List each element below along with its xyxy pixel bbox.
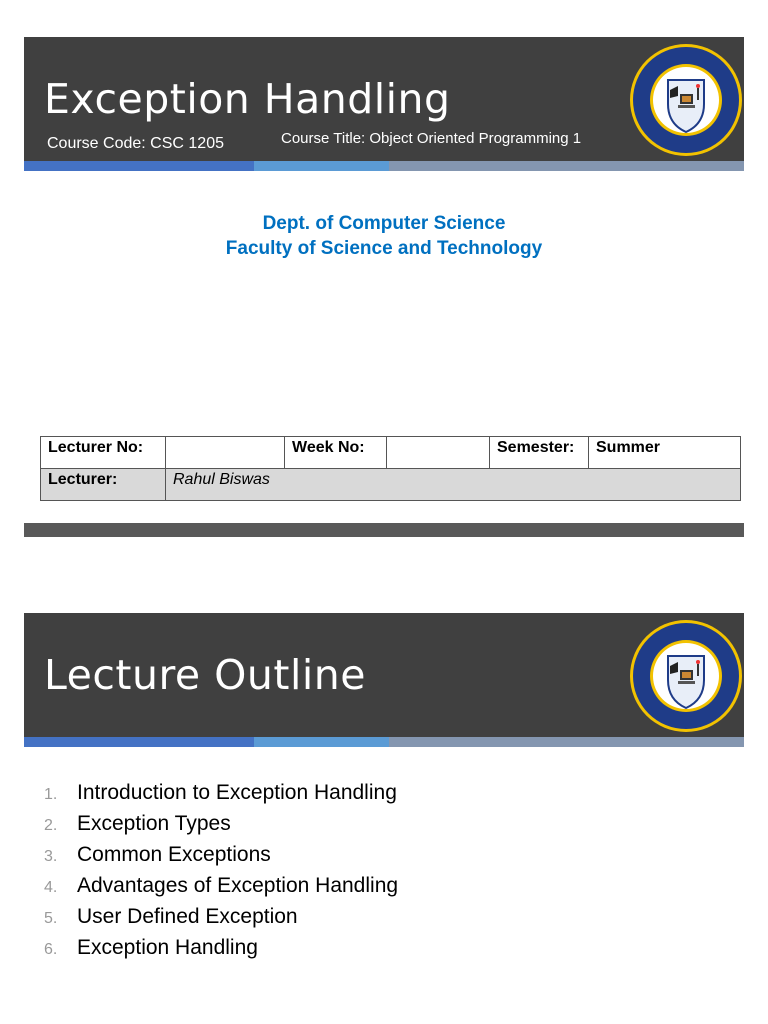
list-item (44, 905, 398, 936)
slide2-title: Lecture Outline (44, 651, 366, 699)
list-item (44, 936, 398, 967)
slide1-title: Exception Handling (44, 75, 451, 123)
outline-list (44, 781, 398, 967)
table-row (41, 469, 741, 501)
list-item (44, 843, 398, 874)
list-item (44, 874, 398, 905)
list-number: 2. (44, 817, 58, 834)
list-number: 4. (44, 879, 58, 896)
list-number: 5. (44, 910, 58, 927)
slide1-accent-bar (24, 161, 744, 171)
slide-divider (24, 523, 744, 537)
list-text: Introduction to Exception Handling (77, 781, 397, 804)
slide2-header (24, 613, 744, 737)
week-no-value (387, 437, 490, 469)
dept-line: Dept. of Computer Science (262, 213, 506, 234)
list-text: User Defined Exception (77, 905, 298, 928)
university-logo-icon (628, 42, 744, 158)
dept-info (0, 211, 768, 261)
list-text: Common Exceptions (77, 843, 271, 866)
week-no-label: Week No: (285, 437, 387, 469)
lecturer-no-label: Lecturer No: (41, 437, 166, 469)
list-item (44, 812, 398, 843)
lecturer-no-value (166, 437, 285, 469)
lecture-info-table (40, 436, 741, 501)
slide2-accent-bar (24, 737, 744, 747)
list-item (44, 781, 398, 812)
list-number: 6. (44, 941, 58, 958)
lecturer-label: Lecturer: (41, 469, 166, 501)
faculty-line: Faculty of Science and Technology (225, 238, 543, 259)
course-code: Course Code: CSC 1205 (47, 135, 224, 152)
table-row (41, 437, 741, 469)
list-text: Exception Handling (77, 936, 258, 959)
course-title: Course Title: Object Oriented Programming 1 (281, 130, 582, 147)
semester-label: Semester: (490, 437, 589, 469)
lecturer-value: Rahul Biswas (166, 469, 741, 501)
list-number: 1. (44, 786, 58, 803)
list-text: Advantages of Exception Handling (77, 874, 399, 897)
list-text: Exception Types (77, 812, 231, 835)
slide1-header (24, 37, 744, 161)
semester-value: Summer (589, 437, 741, 469)
list-number: 3. (44, 848, 58, 865)
university-logo-icon (628, 618, 744, 734)
